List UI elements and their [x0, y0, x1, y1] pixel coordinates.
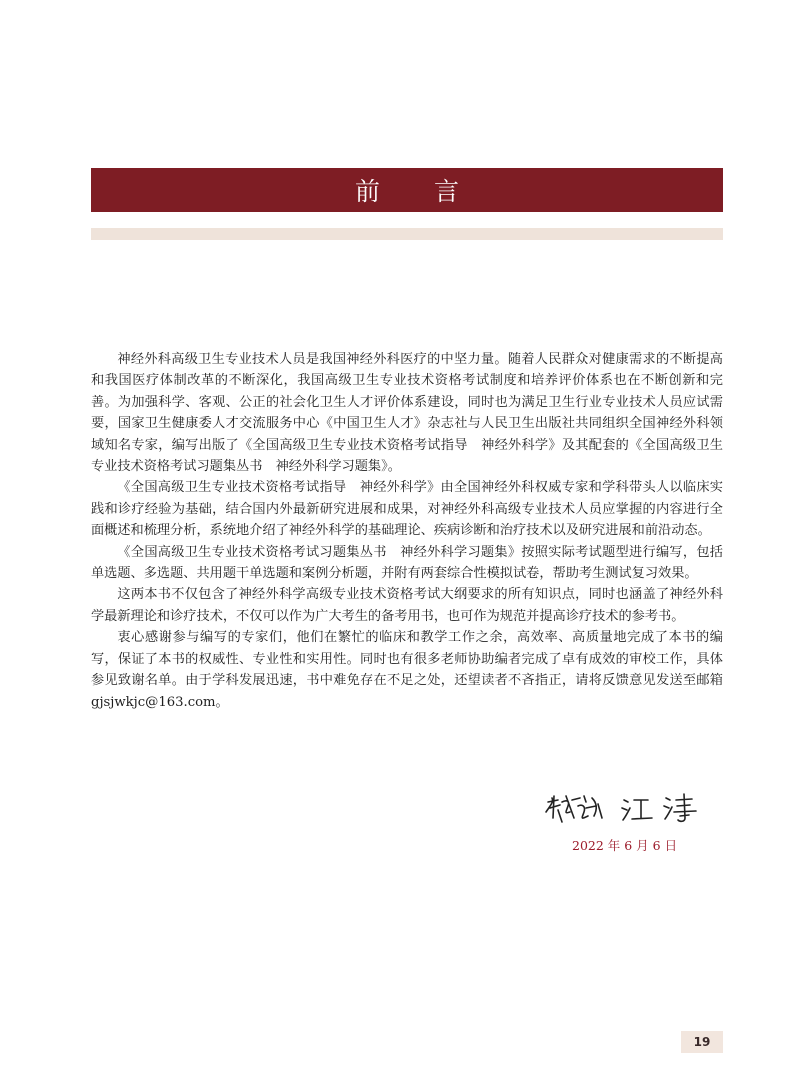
paragraph: 这两本书不仅包含了神经外科学高级专业技术资格考试大纲要求的所有知识点，同时也涵盖了神经外科学最新理论和诊疗技术，不仅可以作为广大考生的备考用书，也可作为规范并提高诊疗技术的参考书。 — [91, 587, 723, 624]
paragraph: 《全国高级卫生专业技术资格考试指导 神经外科学》由全国神经外科权威专家和学科带头人以临床实践和诊疗经验为基础，结合国内外最新研究进展和成果，对神经外科高级专业技术人员应掌握的内容进行全面概述和梳理分析，系统地介绍了神经外科学的基础理论、疾病诊断和治疗技术以及研究进展和前沿动态。 — [91, 480, 723, 539]
title-band — [91, 168, 723, 212]
handwritten-signature — [540, 788, 710, 828]
page-number: 19 — [681, 1031, 723, 1053]
signature-image — [540, 788, 710, 828]
signature-date: 2022 年 6 月 6 日 — [572, 838, 678, 853]
paragraph: 神经外科高级卫生专业技术人员是我国神经外科医疗的中坚力量。随着人民群众对健康需求的不断提高和我国医疗体制改革的不断深化，我国高级卫生专业技术资格考试制度和培养评价体系也在不断创新和完善。为加强科学、客观、公正的社会化卫生人才评价体系建设，同时也为满足卫生行业专业技术人员应试需要，国家卫生健康委人才交流服务中心《中国卫生人才》杂志社与人民卫生出版社共同组织全国神经外科领域知名专家，编写出版了《全国高级卫生专业技术资格考试指导 神经外科学》及其配套的《全国高级卫生专业技术资格考试习题集丛书 神经外科学习题集》。 — [91, 352, 723, 475]
title-underline-bar — [91, 228, 723, 240]
page-title: 前言 — [354, 177, 513, 206]
paragraph: 衷心感谢参与编写的专家们，他们在繁忙的临床和教学工作之余，高效率、高质量地完成了本书的编写，保证了本书的权威性、专业性和实用性。同时也有很多老师协助编者完成了卓有成效的审校工作，具体参见致谢名单。由于学科发展迅速，书中难免存在不足之处，还望读者不吝指正，请将反馈意见发送至邮箱 gjsjwkjc@163.com。 — [91, 630, 723, 710]
paragraph: 《全国高级卫生专业技术资格考试习题集丛书 神经外科学习题集》按照实际考试题型进行编写，包括单选题、多选题、共用题干单选题和案例分析题，并附有两套综合性模拟试卷，帮助考生测试复习效果。 — [91, 544, 723, 582]
preface-body — [91, 349, 723, 713]
